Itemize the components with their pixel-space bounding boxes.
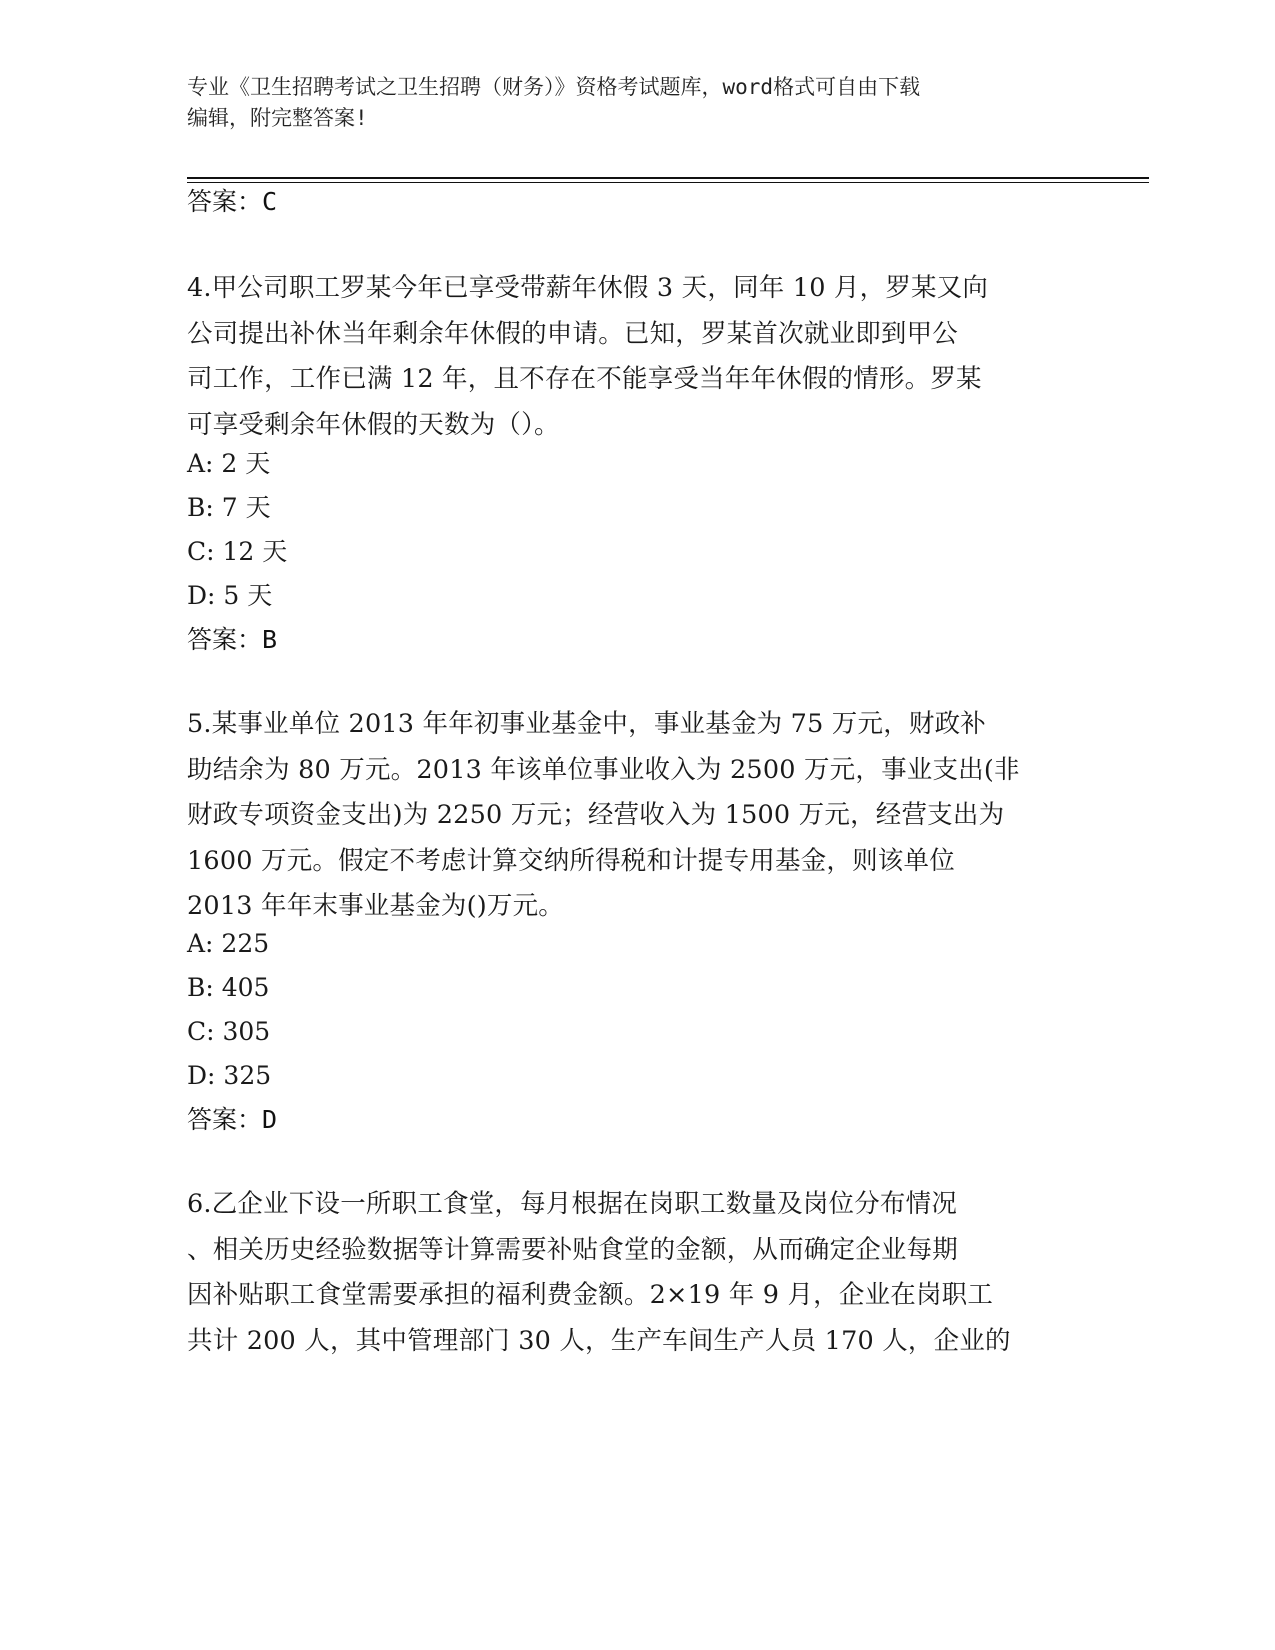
question-4-option-c: C: 12 天 <box>187 537 288 566</box>
question-5-option-d: D: 325 <box>187 1061 272 1090</box>
header-line: 编辑，附完整答案! <box>187 106 368 130</box>
question-5-option-a: A: 225 <box>187 929 270 958</box>
answer-previous-question: 答案：C <box>187 187 278 216</box>
question-line: 共计 200 人，其中管理部门 30 人，生产车间生产人员 170 人，企业的 <box>187 1325 1011 1356</box>
header-divider <box>187 177 1149 179</box>
header-divider-thin <box>187 182 1149 183</box>
question-line: 1600 万元。假定不考虑计算交纳所得税和计提专用基金，则该单位 <box>187 845 955 876</box>
question-line: 助结余为 80 万元。2013 年该单位事业收入为 2500 万元，事业支出(非 <box>187 754 1020 785</box>
question-line: 司工作，工作已满 12 年，且不存在不能享受当年年休假的情形。罗某 <box>187 364 982 394</box>
question-line: 财政专项资金支出)为 2250 万元；经营收入为 1500 万元，经营支出为 <box>187 800 1005 830</box>
question-line: 公司提出补休当年剩余年休假的申请。已知，罗某首次就业即到甲公 <box>187 318 959 349</box>
header-line: 专业《卫生招聘考试之卫生招聘（财务）》资格考试题库，word格式可自由下载 <box>187 75 921 99</box>
question-5-option-c: C: 305 <box>187 1017 271 1046</box>
question-6-text <box>187 1182 1077 1364</box>
question-4-text <box>187 266 1077 448</box>
question-line: 因补贴职工食堂需要承担的福利费金额。2×19 年 9 月，企业在岗职工 <box>187 1280 994 1310</box>
question-5-text <box>187 702 1077 930</box>
question-5-option-b: B: 405 <box>187 973 270 1002</box>
question-4-option-d: D: 5 天 <box>187 581 273 610</box>
question-4-option-a: A: 2 天 <box>187 449 271 478</box>
question-line: 、相关历史经验数据等计算需要补贴食堂的金额，从而确定企业每期 <box>187 1234 959 1265</box>
question-5-answer: 答案：D <box>187 1105 278 1134</box>
question-line: 2013 年年末事业基金为()万元。 <box>187 891 564 921</box>
question-line: 4.甲公司职工罗某今年已享受带薪年休假 3 天，同年 10 月，罗某又向 <box>187 273 989 303</box>
question-4-answer: 答案：B <box>187 625 278 654</box>
page-header <box>187 72 1087 134</box>
question-line: 可享受剩余年休假的天数为（）。 <box>187 409 560 440</box>
question-line: 5.某事业单位 2013 年年初事业基金中，事业基金为 75 万元，财政补 <box>187 709 986 739</box>
question-4-option-b: B: 7 天 <box>187 493 271 522</box>
question-line: 6.乙企业下设一所职工食堂，每月根据在岗职工数量及岗位分布情况 <box>187 1189 958 1219</box>
